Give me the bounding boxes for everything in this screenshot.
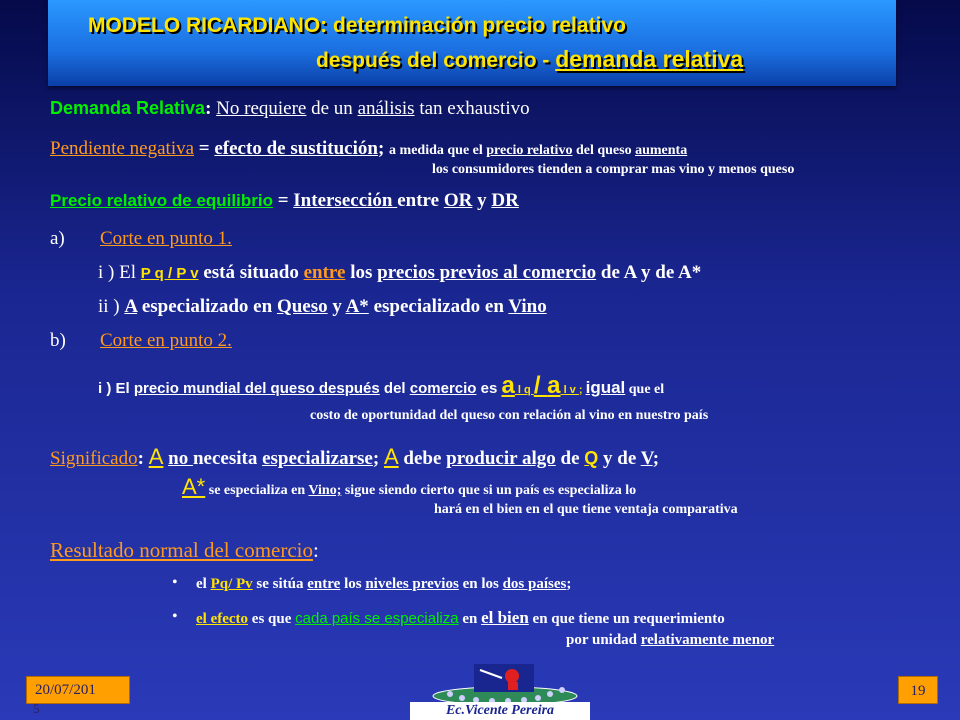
title-line-2 — [316, 46, 743, 73]
significado-row — [50, 444, 659, 470]
a-i-end: de A y de A* — [596, 262, 702, 283]
b2-bien: el bien — [481, 608, 529, 627]
b-i-del: del — [379, 380, 410, 397]
pendiente-a: a medida que el — [389, 143, 487, 158]
b-i-que: que el — [625, 382, 665, 397]
equilibrio-label: Precio relativo de equilibrio — [50, 191, 273, 210]
b-i-precio: precio mundial del queso — [133, 380, 315, 397]
b-i-despues: después — [314, 380, 380, 397]
significado-l2b: sigue siendo cierto que si un país es especializa lo — [341, 483, 637, 498]
b-i-alv: a — [547, 372, 561, 399]
equilibrio-row — [50, 190, 519, 212]
significado-semi: ; — [372, 448, 384, 469]
b-i-alq-sub: l q — [514, 384, 534, 396]
significado-de1: de — [555, 448, 585, 469]
a-text: Corte en punto 1. — [100, 228, 232, 249]
a-i-pq: P q / P v — [140, 265, 199, 282]
pendiente-semi: ; — [377, 138, 390, 159]
equilibrio-entre: entre — [397, 190, 444, 211]
b1-b: se sitúa — [252, 576, 308, 592]
significado-debe: debe — [398, 448, 447, 469]
resultado-bullet-2-line2 — [566, 632, 774, 649]
a-ii-vino: Vino — [508, 296, 547, 317]
significado-necesita: necesita — [192, 448, 263, 469]
intro-part1: No requiere — [216, 98, 307, 119]
a-i-mid: está situado — [198, 262, 304, 283]
b-i-semi: ; — [578, 384, 586, 396]
b-text: Corte en punto 2. — [100, 330, 232, 351]
significado-line3: hará en el bien en el que tiene ventaja comparativa — [434, 502, 738, 517]
significado-l2a: se especializa en — [205, 483, 309, 498]
pendiente-line2: los consumidores tienden a comprar mas vino y menos queso — [432, 162, 795, 177]
b2-b: en — [458, 611, 482, 627]
b1-niveles: niveles previos — [365, 576, 459, 592]
b2-c: en que tiene un requerimiento — [528, 611, 725, 627]
pendiente-efecto: efecto de sustitución — [214, 138, 378, 159]
pendiente-b: del queso — [572, 143, 636, 158]
significado-v: V — [640, 448, 653, 469]
b-i-alv-sub: l v — [560, 384, 579, 396]
a-i-los: los — [345, 262, 378, 283]
intro-label: Demanda Relativa — [50, 98, 206, 118]
resultado-colon: : — [313, 538, 319, 562]
b2-a: es que — [248, 611, 296, 627]
a-ii-a: A — [124, 296, 138, 317]
resultado-row — [50, 538, 319, 563]
b2-line2b: relativamente menor — [640, 632, 775, 648]
equilibrio-dr: DR — [491, 190, 519, 211]
b2-line2a: por unidad — [566, 632, 641, 648]
title-line-1: MODELO RICARDIANO: determinación precio relativo — [88, 14, 626, 37]
significado-producir: producir algo — [446, 448, 556, 469]
author-logo-icon — [430, 660, 580, 704]
a-ii-queso: Queso — [276, 296, 328, 317]
b-i-igual: igual — [585, 378, 626, 397]
a-i-prefix: i ) El — [98, 262, 141, 283]
resultado-bullet-2 — [196, 608, 725, 628]
b1-dos: dos países — [502, 576, 567, 592]
significado-a2: A — [383, 444, 399, 469]
intro-part4: tan exhaustivo — [414, 98, 530, 119]
b-i-alq: a — [501, 372, 515, 399]
resultado-bullet-1 — [196, 576, 571, 593]
significado-semi2: ; — [652, 448, 660, 469]
a-i-entre: entre — [303, 262, 346, 283]
bullet-1-marker: • — [172, 574, 178, 591]
equilibrio-or: OR — [443, 190, 473, 211]
intro-row — [50, 98, 530, 120]
a-ii-mid3: especializado en — [368, 296, 509, 317]
title-line-2a: después del comercio - — [316, 49, 556, 72]
b-line2: costo de oportunidad del queso con relación al vino en nuestro país — [310, 408, 709, 423]
title-banner — [48, 0, 896, 86]
a-ii-prefix: ii ) — [98, 296, 125, 317]
significado-yde: y de — [598, 448, 641, 469]
resultado-label: Resultado normal del comercio — [50, 538, 314, 562]
significado-a1: A — [148, 444, 164, 469]
bullet-2-marker: • — [172, 608, 178, 625]
pendiente-precio: precio relativo — [486, 143, 573, 158]
equilibrio-eq: = — [272, 190, 294, 211]
a-i-row — [98, 262, 701, 284]
significado-esp: especializarse — [262, 448, 373, 469]
b-i-slash: / — [533, 372, 548, 399]
a-ii-row — [98, 296, 547, 318]
b-i-prefix: i ) El — [98, 380, 134, 397]
pendiente-aumenta: aumenta — [635, 143, 688, 158]
b1-a: el — [196, 576, 211, 592]
footer-date: 20/07/201 — [26, 676, 130, 704]
footer-date-overflow: 5 — [33, 701, 40, 716]
equilibrio-inter: Intersección — [293, 190, 398, 211]
significado-no: no — [168, 448, 193, 469]
b2-efecto: el efecto — [196, 611, 249, 627]
b1-entre: entre — [307, 576, 341, 592]
author-caption: Ec.Vicente Pereira — [410, 702, 590, 720]
b1-e: ; — [566, 576, 572, 592]
intro-colon: : — [205, 98, 212, 119]
b1-d: en los — [458, 576, 503, 592]
b1-c: los — [340, 576, 366, 592]
b2-cada: cada país se especializa — [295, 610, 459, 627]
b-i-es: es — [476, 380, 502, 397]
significado-label: Significado — [50, 448, 138, 469]
significado-astar: A* — [182, 474, 206, 499]
title-line-2b: demanda relativa — [555, 46, 744, 72]
b-i-row — [98, 372, 664, 400]
b-i-comercio: comercio — [409, 380, 477, 397]
a-ii-mid1: especializado en — [137, 296, 277, 317]
b1-pq: Pq/ Pv — [210, 576, 253, 592]
a-ii-astar: A* — [345, 296, 369, 317]
pendiente-label: Pendiente negativa — [50, 138, 195, 159]
intro-part2: de un — [306, 98, 358, 119]
significado-q: Q — [584, 448, 599, 468]
a-i-precios: precios previos al comercio — [377, 262, 597, 283]
b-marker: b) — [50, 330, 66, 351]
a-marker: a) — [50, 228, 65, 249]
significado-line2 — [182, 474, 636, 500]
significado-vino: Vino; — [308, 483, 342, 498]
equilibrio-y: y — [472, 190, 492, 211]
pendiente-row — [50, 138, 687, 160]
a-ii-mid2: y — [327, 296, 346, 317]
intro-part3: análisis — [357, 98, 415, 119]
page-number: 19 — [898, 676, 938, 704]
pendiente-eq: = — [194, 138, 215, 159]
significado-colon: : — [137, 448, 149, 469]
